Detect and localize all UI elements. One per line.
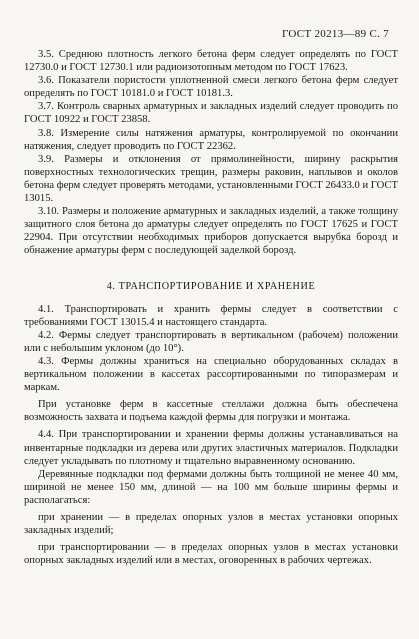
section-gap xyxy=(24,258,398,280)
paragraph-4-2: 4.2. Фермы следует транспортировать в вертикальном (рабочем) положении или с небольшим уклоном (до 10°). xyxy=(24,329,398,354)
paragraph-storage: при хранении — в пределах опорных узлов в местах установки опорных закладных изделий; xyxy=(24,512,398,537)
paragraph-4-4: 4.4. При транспортировании и хранении фермы должны устанавливаться на инвентарные подкладки из дерева или других эластичных материалов. Подкладки следует укладывать по плотному и тщательно выравненному основанию. xyxy=(24,429,398,467)
paragraph-3-8: 3.8. Измерение силы натяжения арматуры, контролируемой по окончании натяжения, следует проводить по ГОСТ 22362. xyxy=(24,127,398,152)
paragraph-4-1: 4.1. Транспортировать и хранить фермы следует в соответствии с требованиями ГОСТ 13015.4 и настоящего стандарта. xyxy=(24,303,398,328)
paragraph-transport: при транспортировании — в пределах опорных узлов в местах установки опорных закладных изделий или в местах, оговоренных в рабочих чертежах. xyxy=(24,542,398,567)
page-header: ГОСТ 20213—89 С. 7 xyxy=(282,28,389,40)
paragraph-3-5: 3.5. Среднюю плотность легкого бетона ферм следует определять по ГОСТ 12730.0 и ГОСТ 12730.1 или радиоизотопным методом по ГОСТ 17623. xyxy=(24,49,398,74)
paragraph-3-9: 3.9. Размеры и отклонения от прямолинейности, ширину раскрытия поверхностных технологических трещин, размеры раковин, наплывов и околов бетона ферм следует проверять методами, установленными ГОСТ 26433.0 и ГОСТ 13015. xyxy=(24,153,398,205)
paragraph-4-3-note: При установке ферм в кассетные стеллажи должна быть обеспечена возможность захвата и подъема каждой фермы для погрузки и монтажа. xyxy=(24,399,398,424)
section-title: 4. ТРАНСПОРТИРОВАНИЕ И ХРАНЕНИЕ xyxy=(106,280,316,292)
paragraph-3-6: 3.6. Показатели пористости уплотненной смеси легкого бетона ферм следует определять по ГОСТ 10181.0 и ГОСТ 10181.3. xyxy=(24,75,398,100)
paragraph-3-7: 3.7. Контроль сварных арматурных и закладных изделий следует проводить по ГОСТ 10922 и ГОСТ 23858. xyxy=(24,101,398,126)
paragraph-4-3: 4.3. Фермы должны храниться на специально оборудованных складах в вертикальном положении в кассетах рассортированными по типоразмерам и маркам. xyxy=(24,355,398,394)
document-body xyxy=(24,48,398,567)
paragraph-3-10: 3.10. Размеры и положение арматурных и закладных изделий, а также толщину защитного слоя бетона до арматуры следует определять по ГОСТ 17625 и ГОСТ 22904. При отсутствии необходимых приборов допускается вырубка борозд и обнажение арматуры ферм с последующей заделкой борозд. xyxy=(24,206,398,257)
paragraph-4-4-supports: Деревянные подкладки под фермами должны быть толщиной не менее 40 мм, шириной не менее 150 мм, длиной — на 100 мм больше ширины фермы и располагаться: xyxy=(24,468,398,506)
